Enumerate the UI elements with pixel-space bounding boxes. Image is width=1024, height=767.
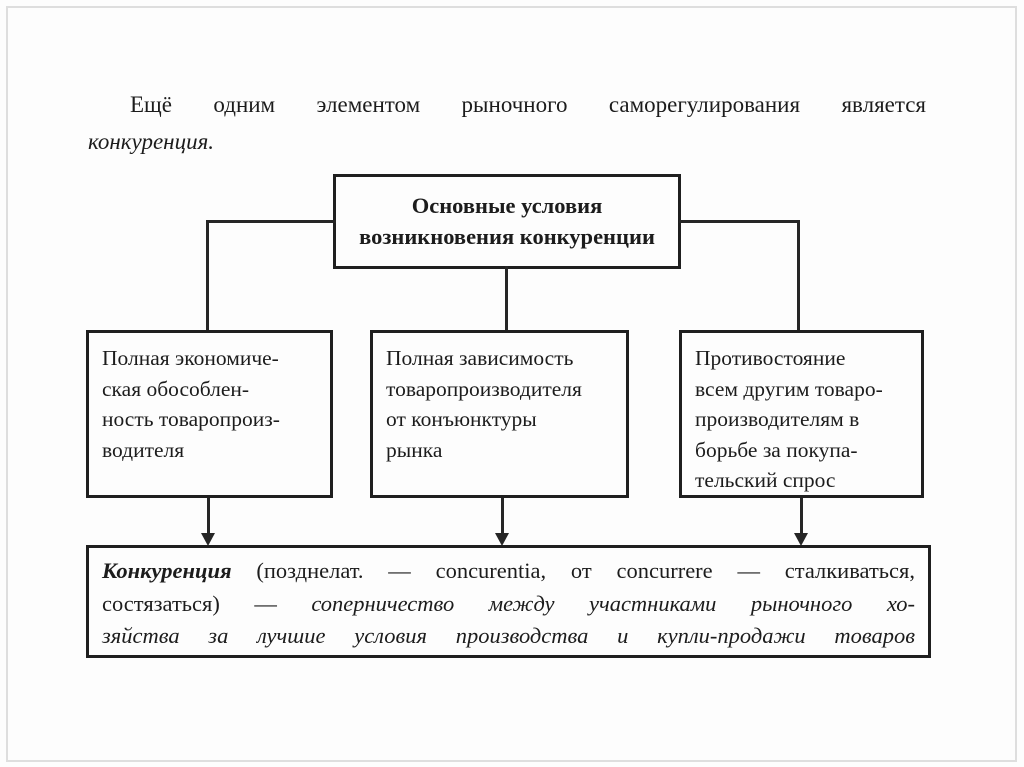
connector-left-vertical (206, 220, 209, 330)
definition-line-1-rest: (позднелат. — concurentia, от concurrere — сталкиваться, (231, 558, 915, 583)
condition-1-line-1: Полная экономиче- (102, 346, 279, 370)
condition-box-market-dependence (370, 330, 629, 498)
definition-line-2-italic: соперничество между участниками рыночного хо- (311, 590, 915, 616)
arrow-center-shaft (501, 498, 504, 534)
root-box-line-2: возникновения конкуренции (359, 224, 655, 249)
root-condition-box (333, 174, 681, 269)
condition-3-line-1: Противостояние (695, 346, 846, 370)
definition-box (86, 545, 931, 658)
definition-term: Конкуренция (102, 558, 232, 583)
definition-line-1 (102, 555, 915, 588)
arrow-right-shaft (800, 498, 803, 534)
connector-right-vertical (797, 220, 800, 330)
definition-line-3 (102, 620, 915, 653)
connector-left-horizontal (206, 220, 336, 223)
condition-3-line-3: производителям в (695, 407, 860, 431)
condition-box-opposition (679, 330, 924, 498)
arrow-left-shaft (207, 498, 210, 534)
root-box-line-1: Основные условия (411, 193, 603, 218)
condition-2-line-4: рынка (386, 437, 443, 462)
condition-1-line-2: ская обособлен- (102, 376, 250, 401)
condition-2-line-2: товаропроизводителя (386, 376, 582, 401)
definition-line-3-italic: зяйства за лучшие условия производства и купли-продажи товаров (102, 623, 915, 648)
condition-2-line-1: Полная зависимость (386, 346, 574, 370)
condition-1-line-3: ность товаропроиз- (102, 407, 280, 431)
definition-line-2 (102, 588, 915, 621)
condition-3-line-2: всем другим товаро- (695, 376, 883, 401)
intro-line-1: Ещё одним элементом рыночного саморегулирования является (130, 92, 926, 117)
condition-2-line-3: от конъюнктуры (386, 407, 537, 431)
definition-line-2-normal: состязаться) — (102, 590, 312, 616)
connector-right-horizontal (679, 220, 800, 223)
condition-3-line-4: борьбе за покупа- (695, 437, 858, 462)
condition-box-economic-isolation (86, 330, 333, 498)
intro-paragraph (88, 86, 926, 160)
condition-3-line-5: тельский спрос (695, 468, 836, 492)
intro-line-2: конкуренция. (88, 129, 215, 154)
connector-center-vertical (505, 266, 508, 330)
condition-1-line-4: водителя (102, 437, 185, 462)
